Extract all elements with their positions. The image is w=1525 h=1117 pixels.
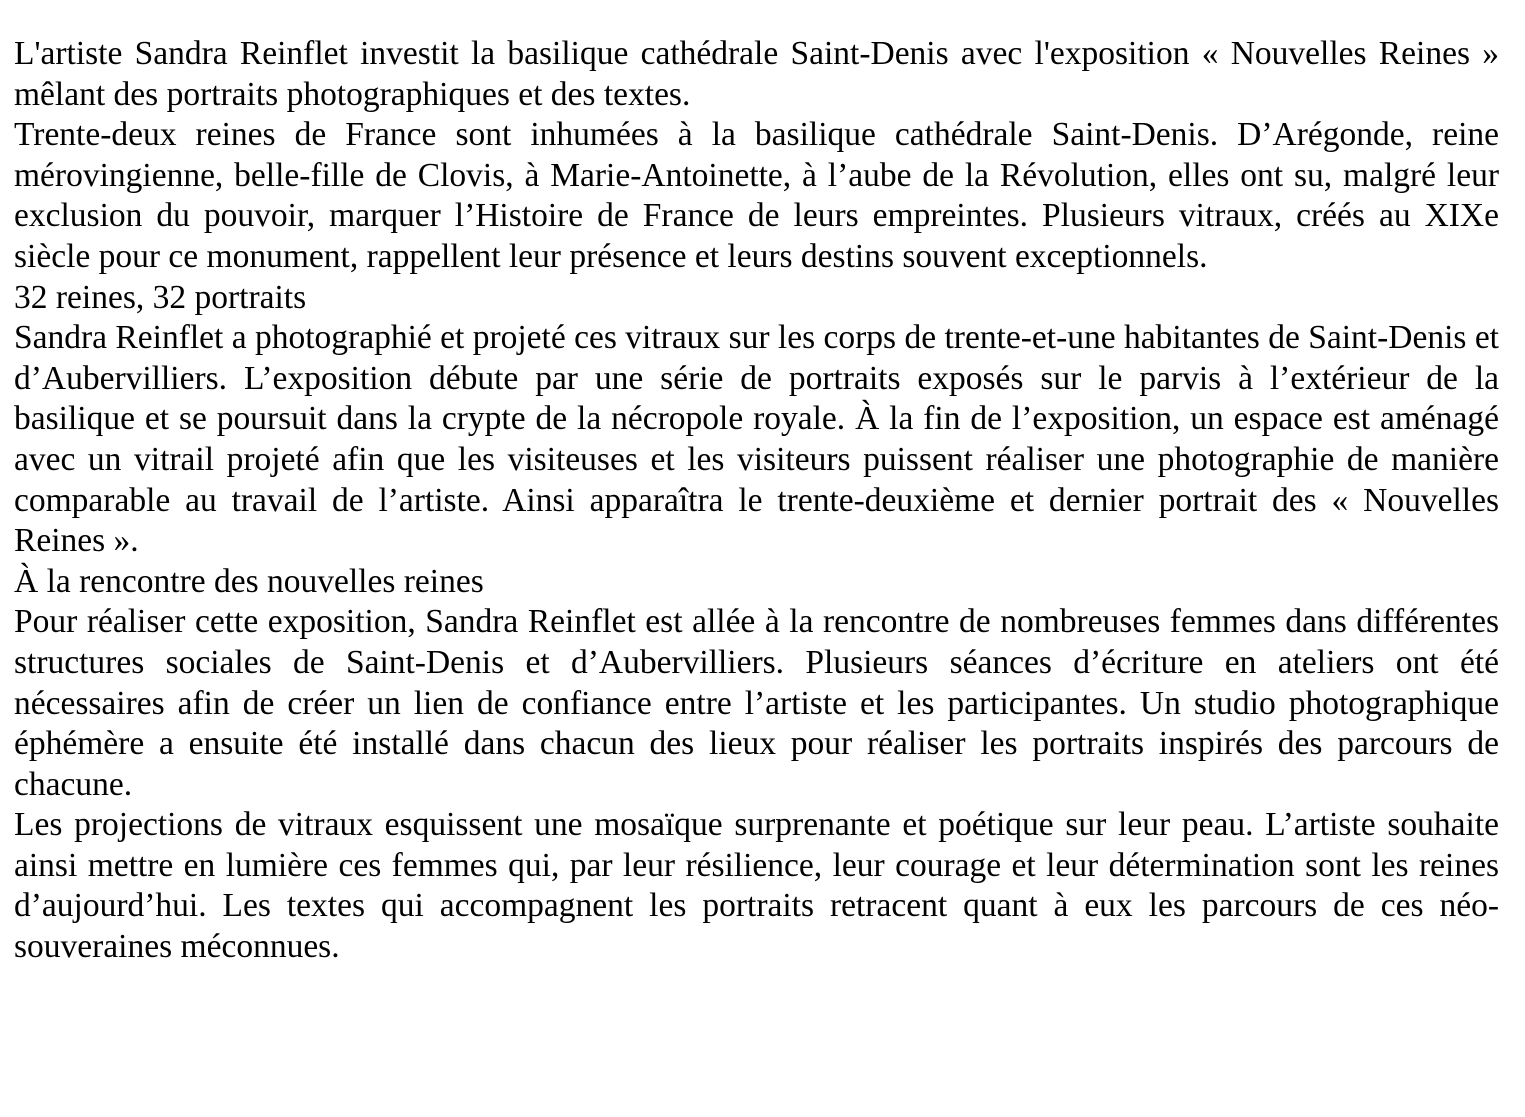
document-body (14, 34, 1499, 968)
section-heading: 32 reines, 32 portraits (14, 278, 307, 316)
body-paragraph: Les projections de vitraux esquissent une mosaïque surprenante et poétique sur leur peau. L’artiste souhaite ainsi mettre en lumière ces femmes qui, par leur résilience, leur courage et leur détermination sont les reines d’aujourd’hui. Les textes qui accompagnent les portraits retracent quant à eux les parcours de ces néo-souveraines méconnues. (14, 806, 1499, 966)
section-heading: À la rencontre des nouvelles reines (14, 562, 484, 600)
intro-paragraph: L'artiste Sandra Reinflet investit la basilique cathédrale Saint-Denis avec l'exposition « Nouvelles Reines » mêlant des portraits photographiques et des textes. (14, 35, 1499, 113)
body-paragraph: Trente-deux reines de France sont inhumées à la basilique cathédrale Saint-Denis. D’Arégonde, reine mérovingienne, belle-fille de Clovis, à Marie-Antoinette, à l’aube de la Révolution, elles ont su, malgré leur exclusion du pouvoir, marquer l’Histoire de France de leurs empreintes. Plusieurs vitraux, créés au XIXe siècle pour ce monument, rappellent leur présence et leurs destins souvent exceptionnels. (14, 116, 1499, 275)
body-paragraph: Pour réaliser cette exposition, Sandra Reinflet est allée à la rencontre de nombreuses femmes dans différentes structures sociales de Saint-Denis et d’Aubervilliers. Plusieurs séances d’écriture en ateliers ont été nécessaires afin de créer un lien de confiance entre l’artiste et les participantes. Un studio photographique éphémère a ensuite été installé dans chacun des lieux pour réaliser les portraits inspirés des parcours de chacune. (14, 603, 1499, 803)
body-paragraph: Sandra Reinflet a photographié et projeté ces vitraux sur les corps de trente-et-une habitantes de Saint-Denis et d’Aubervilliers. L’exposition débute par une série de portraits exposés sur le parvis à l’extérieur de la basilique et se poursuit dans la crypte de la nécropole royale. À la fin de l’exposition, un espace est aménagé avec un vitrail projeté afin que les visiteuses et les visiteurs puissent réaliser une photographie de manière comparable au travail de l’artiste. Ainsi apparaîtra le trente-deuxième et dernier portrait des « Nouvelles Reines ». (14, 319, 1499, 560)
